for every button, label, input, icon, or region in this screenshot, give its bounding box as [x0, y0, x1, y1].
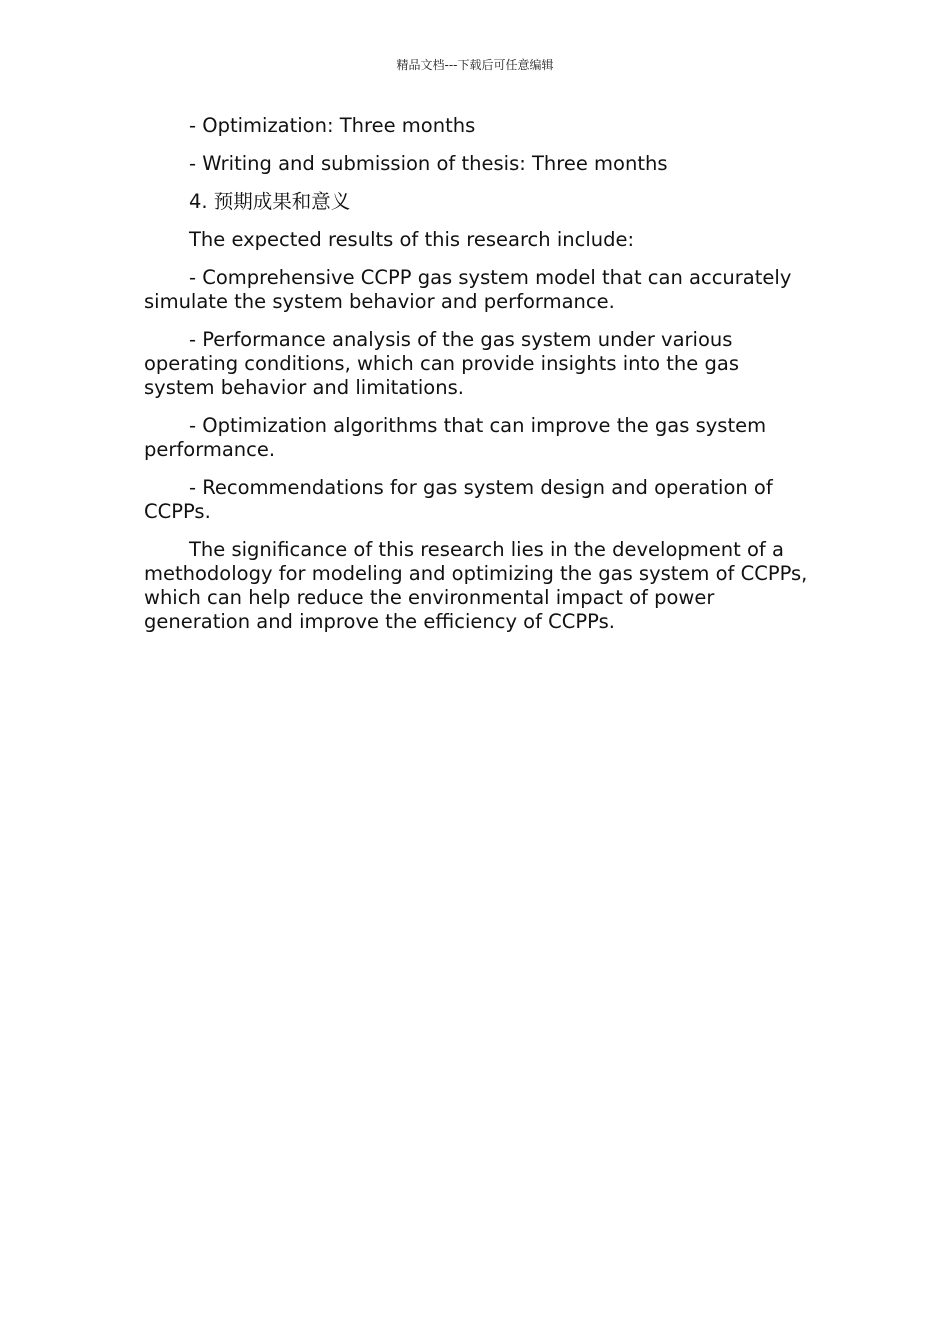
- timeline-item-thesis: - Writing and submission of thesis: Three months: [189, 152, 668, 175]
- result-item-model: - Comprehensive CCPP gas system model that can accurately simulate the system behavior and performance.: [144, 266, 792, 313]
- significance-paragraph: The significance of this research lies in the development of a methodology for modeling and optimizing the gas system of CCPPs, which can help reduce the environmental impact of power generation and improve the efficiency of CCPPs.: [144, 538, 808, 633]
- results-intro: The expected results of this research include:: [189, 228, 635, 251]
- section-heading: 4. 预期成果和意义: [189, 190, 351, 213]
- result-item-recommendations: - Recommendations for gas system design and operation of CCPPs.: [144, 476, 773, 523]
- result-item-algorithms: - Optimization algorithms that can improve the gas system performance.: [144, 414, 767, 461]
- document-body: [144, 114, 814, 648]
- timeline-item-optimization: - Optimization: Three months: [189, 114, 476, 137]
- result-item-analysis: - Performance analysis of the gas system under various operating conditions, which can provide insights into the gas system behavior and limitations.: [144, 328, 739, 399]
- page-header: 精品文档---下载后可任意编辑: [396, 58, 554, 72]
